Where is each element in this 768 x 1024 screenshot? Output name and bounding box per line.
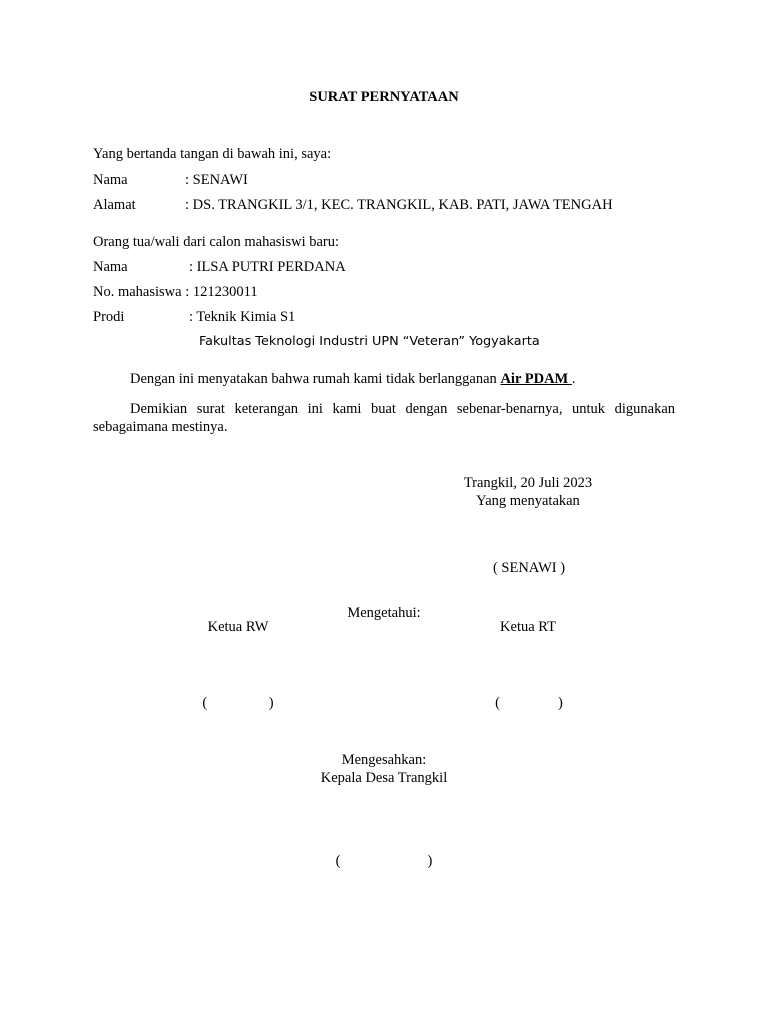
- student-prodi-label: Prodi: [93, 309, 125, 325]
- acknowledged-heading: Mengetahui:: [347, 605, 421, 621]
- intro-text: Yang bertanda tangan di bawah ini, saya:: [93, 146, 332, 162]
- student-prodi-value: : Teknik Kimia S1: [189, 309, 296, 325]
- signer-name-value: : SENAWI: [185, 172, 248, 188]
- statement-prefix: Dengan ini menyatakan bahwa rumah kami tidak berlangganan: [130, 371, 501, 387]
- place-date: Trangkil, 20 Juli 2023: [463, 475, 593, 491]
- rw-label: Ketua RW: [207, 619, 269, 635]
- document-title: SURAT PERNYATAAN: [309, 89, 459, 105]
- signer-address-label: Alamat: [93, 197, 136, 213]
- student-name-value: : ILSA PUTRI PERDANA: [189, 259, 346, 275]
- ratified-heading: Mengesahkan:: [341, 752, 427, 768]
- statement-paragraph: [130, 371, 575, 388]
- closing-line-1: Demikian surat keterangan ini kami buat dengan sebenar-benarnya, untuk digunakan: [130, 401, 675, 417]
- rw-signature-placeholder: ( ): [202, 695, 274, 711]
- village-head-signature-placeholder: ( ): [335, 853, 433, 869]
- statement-suffix: .: [571, 371, 576, 387]
- statement-emphasis: Air PDAM: [500, 371, 572, 387]
- faculty-text: Fakultas Teknologi Industri UPN “Veteran” Yogyakarta: [199, 334, 540, 349]
- declarant-label: Yang menyatakan: [476, 493, 580, 509]
- student-number: No. mahasiswa : 121230011: [93, 284, 258, 300]
- signer-name-label: Nama: [93, 172, 128, 188]
- student-name-label: Nama: [93, 259, 128, 275]
- closing-line-2: sebagaimana mestinya.: [93, 419, 228, 435]
- rt-signature-placeholder: ( ): [495, 695, 563, 711]
- village-head-label: Kepala Desa Trangkil: [320, 770, 448, 786]
- rt-label: Ketua RT: [500, 619, 556, 635]
- guardian-intro-text: Orang tua/wali dari calon mahasiswi baru:: [93, 234, 340, 250]
- signer-address-value: : DS. TRANGKIL 3/1, KEC. TRANGKIL, KAB. PATI, JAWA TENGAH: [185, 197, 613, 213]
- declarant-signature-name: ( SENAWI ): [492, 560, 566, 576]
